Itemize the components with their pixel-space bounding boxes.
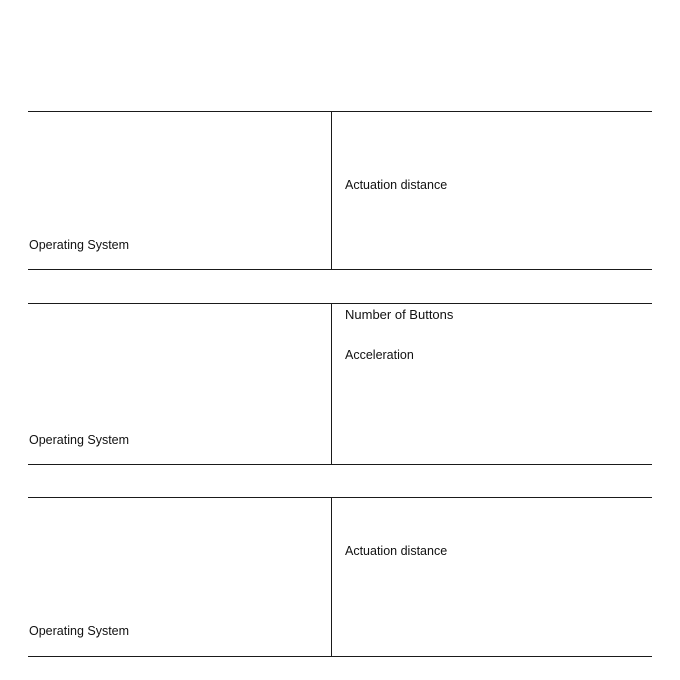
operating-system-label: Operating System	[29, 433, 130, 447]
actuation-distance-label: Actuation distance	[345, 544, 448, 558]
spec-section-2	[28, 303, 652, 465]
actuation-distance-label: Actuation distance	[345, 178, 448, 192]
acceleration-label: Acceleration	[345, 348, 414, 362]
operating-system-label: Operating System	[29, 624, 130, 638]
number-of-buttons-label: Number of Buttons	[345, 307, 454, 322]
column-divider	[331, 304, 332, 464]
spec-section-3	[28, 497, 652, 657]
column-divider	[331, 112, 332, 269]
spec-section-1	[28, 111, 652, 270]
operating-system-label: Operating System	[29, 238, 130, 252]
column-divider	[331, 498, 332, 656]
